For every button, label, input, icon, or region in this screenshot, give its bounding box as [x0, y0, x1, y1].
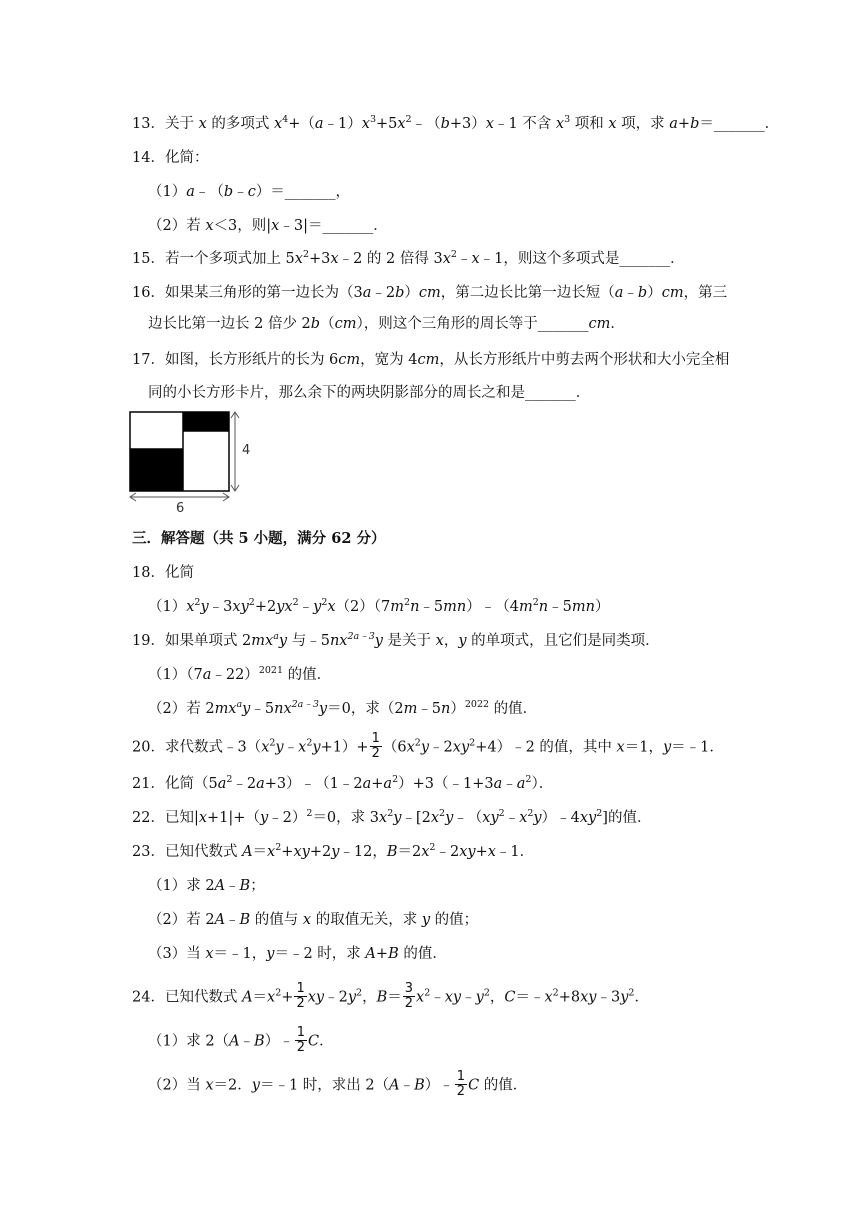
line-q14: 14．化简：	[132, 150, 209, 166]
line-q23-2: （2）若 2A﹣B 的值与 x 的取值无关，求 y 的值；	[148, 912, 479, 928]
height-dimension-arrow	[231, 412, 239, 491]
shaded-region-bottom-left	[130, 449, 183, 491]
width-dimension-arrow	[130, 493, 229, 501]
fraction: $\frac{1}{2}$	[296, 981, 305, 1011]
line-q20: 20．求代数式$﹣3(x^2y﹣x^2y+1)+$ $\frac{1}{2}$ $(6x^2y﹣2xy^2+4)﹣2$ 的值，其中 x＝1，y＝﹣1．	[132, 731, 724, 761]
line-q24-1: （1）求 2（A﹣B）﹣ $\frac{1}{2}$ C．	[148, 1025, 334, 1055]
fraction: $\frac{1}{2}$	[371, 731, 380, 761]
line-sec3: 三．解答题（共 5 小题，满分 62 分）	[132, 530, 386, 547]
line-q19-2: （2）若 $2mx^ay﹣5nx^{2a﹣3}y=0$，求（2m﹣5n）$^{2022}$ 的值．	[148, 699, 538, 717]
line-q18-1: $(1)x^2y﹣3xy^2+2yx^2﹣y^2x(2)(7m^2n﹣5mn)﹣(4m^2n﹣5mn)$	[148, 597, 610, 615]
line-q19: 19．如果单项式 $2mx^ay$ 与$﹣5nx^{2a﹣3}y$ 是关于 x，y 的单项式，且它们是同类项．	[132, 631, 660, 649]
line-q17b: 同的小长方形卡片，那么余下的两块阴影部分的周长之和是_______．	[148, 385, 591, 401]
line-q19-1: （1）（7a﹣22）$^{2021}$ 的值．	[148, 665, 332, 683]
fraction: $\frac{1}{2}$	[456, 1069, 466, 1099]
line-q23: 23．已知代数式 $A=x^2+xy+2y﹣12$，$B=2x^2﹣2xy+x﹣1$．	[132, 842, 535, 860]
line-q17a: 17．如图，长方形纸片的长为 6cm，宽为 4cm，从长方形纸片中剪去两个形状和大小完全相	[132, 352, 730, 368]
width-label: 6	[176, 501, 185, 516]
line-q21: 21．化简$(5a^2﹣2a+3)﹣(1﹣2a+a^2)+3(﹣1+3a﹣a^2)$．	[132, 774, 554, 792]
fraction: $\frac{1}{2}$	[296, 1025, 305, 1055]
line-q23-1: （1）求 2A﹣B；	[148, 878, 265, 894]
q17-rectangle-figure	[128, 408, 258, 516]
line-q16a: 16．如果某三角形的第一边长为（3a﹣2b）cm，第二边长比第一边长短（a﹣b）cm，第三	[132, 285, 728, 301]
line-q15: 15．若一个多项式加上 $5x^2+3x﹣2$ 的 2 倍得 $3x^2﹣x﹣1$，则这个多项式是_______．	[132, 249, 685, 267]
height-label: 4	[242, 443, 251, 458]
line-q13: 13．关于 x 的多项式 $x^4+(a﹣1)x^3+5x^2﹣(b+3)x﹣1$ 不含 $x^3$ 项和 x 项，求 a+b＝_______．	[132, 114, 780, 132]
line-q16b: 边长比第一边长 2 倍少 2b（cm），则这个三角形的周长等于_______cm．	[148, 316, 625, 332]
line-q14-1: （1）a﹣（b﹣c）＝_______，	[148, 184, 351, 200]
line-q23-3: （3）当 x＝﹣1，y＝﹣2 时，求 A+B 的值．	[148, 946, 447, 962]
line-q18: 18．化简	[132, 565, 194, 581]
line-q24: 24．已知代数式 $A=x^2+$ $\frac{1}{2}$ $xy﹣2y^2$，B＝ $\frac{3}{2}$ $x^2﹣xy﹣y^2$，$C=﹣x^2+8xy﹣3y^2$．	[132, 981, 649, 1011]
shaded-region-top-right	[183, 412, 229, 431]
line-q14-2: （2）若 x＜3，则|x﹣3|＝_______．	[148, 218, 388, 234]
fraction: $\frac{3}{2}$	[404, 981, 414, 1011]
line-q24-2: （2）当 x＝2．y＝﹣1 时，求出 2（A﹣B）﹣ $\frac{1}{2}$ C 的值．	[148, 1069, 528, 1099]
line-q22: 22．已知|x+1|+（y﹣2）$^2$＝0，求 $3x^2y﹣[2x^2y﹣(xy^2﹣x^2y)﹣4xy^2]$的值．	[132, 808, 652, 826]
